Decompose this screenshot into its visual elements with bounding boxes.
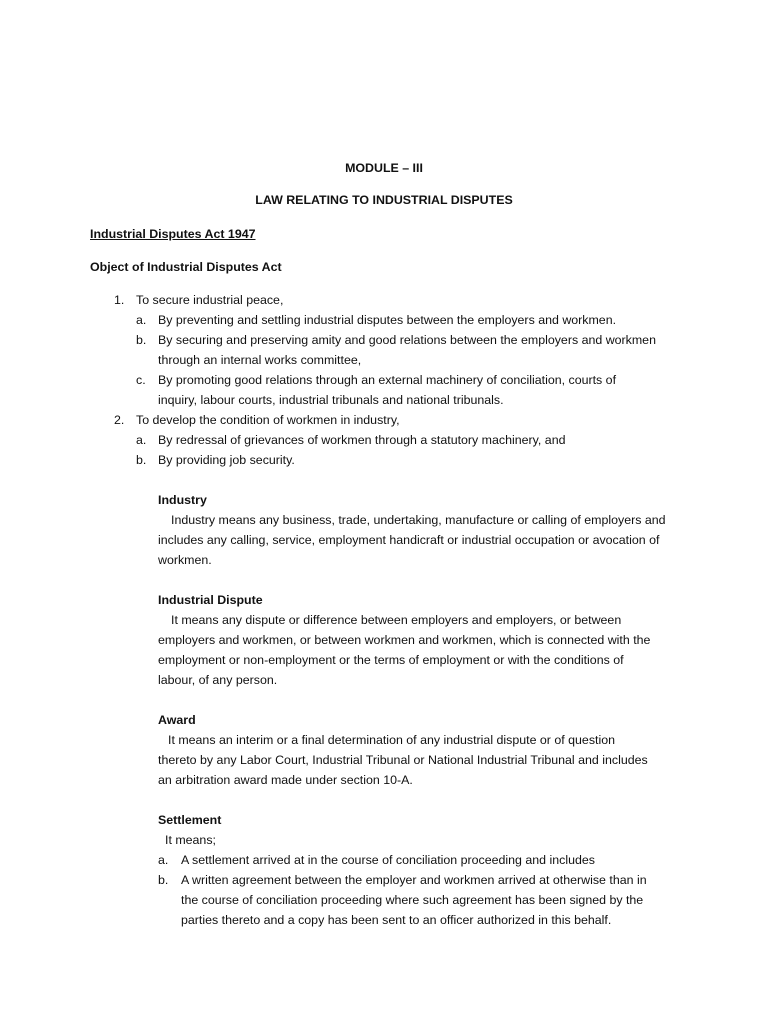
act-heading: Industrial Disputes Act 1947 xyxy=(90,227,256,241)
sub-list-marker: a. xyxy=(136,313,147,327)
settlement-marker: a. xyxy=(158,853,169,867)
module-title: MODULE – III xyxy=(345,161,423,175)
definition-heading-industry: Industry xyxy=(158,493,207,507)
definition-text: Industry means any business, trade, undertaking, manufacture or calling of employers and xyxy=(171,513,666,527)
sub-list-marker: b. xyxy=(136,333,147,347)
chapter-title: LAW RELATING TO INDUSTRIAL DISPUTES xyxy=(255,193,513,207)
sub-list-item: By providing job security. xyxy=(158,453,295,467)
list-marker: 1. xyxy=(114,293,125,307)
definition-heading-industrial-dispute: Industrial Dispute xyxy=(158,593,263,607)
list-marker: 2. xyxy=(114,413,125,427)
sub-list-item-continued: through an internal works committee, xyxy=(158,353,362,367)
definition-text: thereto by any Labor Court, Industrial Tribunal or National Industrial Tribunal and includes xyxy=(158,753,648,767)
sub-list-marker: c. xyxy=(136,373,146,387)
object-heading: Object of Industrial Disputes Act xyxy=(90,260,282,274)
definition-text: It means an interim or a final determination of any industrial dispute or of question xyxy=(168,733,615,747)
list-item: To develop the condition of workmen in industry, xyxy=(136,413,400,427)
definition-text: labour, of any person. xyxy=(158,673,278,687)
settlement-marker: b. xyxy=(158,873,169,887)
definition-heading-award: Award xyxy=(158,713,196,727)
definition-text: employment or non-employment or the terms of employment or with the conditions of xyxy=(158,653,624,667)
definition-intro: It means; xyxy=(165,833,216,847)
settlement-item: A settlement arrived at in the course of conciliation proceeding and includes xyxy=(181,853,595,867)
sub-list-item: By securing and preserving amity and good relations between the employers and workmen xyxy=(158,333,656,347)
list-item: To secure industrial peace, xyxy=(136,293,284,307)
sub-list-item-continued: inquiry, labour courts, industrial tribunals and national tribunals. xyxy=(158,393,504,407)
sub-list-item: By redressal of grievances of workmen through a statutory machinery, and xyxy=(158,433,566,447)
sub-list-marker: b. xyxy=(136,453,147,467)
settlement-item-continued: parties thereto and a copy has been sent to an officer authorized in this behalf. xyxy=(181,913,612,927)
definition-text: includes any calling, service, employment handicraft or industrial occupation or avocation of xyxy=(158,533,660,547)
definition-text: an arbitration award made under section 10-A. xyxy=(158,773,413,787)
settlement-item: A written agreement between the employer and workmen arrived at otherwise than in xyxy=(181,873,647,887)
definition-text: It means any dispute or difference between employers and employers, or between xyxy=(171,613,622,627)
definition-text: workmen. xyxy=(158,553,212,567)
sub-list-item: By preventing and settling industrial disputes between the employers and workmen. xyxy=(158,313,617,327)
definition-text: employers and workmen, or between workmen and workmen, which is connected with the xyxy=(158,633,651,647)
sub-list-item: By promoting good relations through an external machinery of conciliation, courts of xyxy=(158,373,617,387)
definition-heading-settlement: Settlement xyxy=(158,813,222,827)
settlement-item-continued: the course of conciliation proceeding where such agreement has been signed by the xyxy=(181,893,644,907)
sub-list-marker: a. xyxy=(136,433,147,447)
